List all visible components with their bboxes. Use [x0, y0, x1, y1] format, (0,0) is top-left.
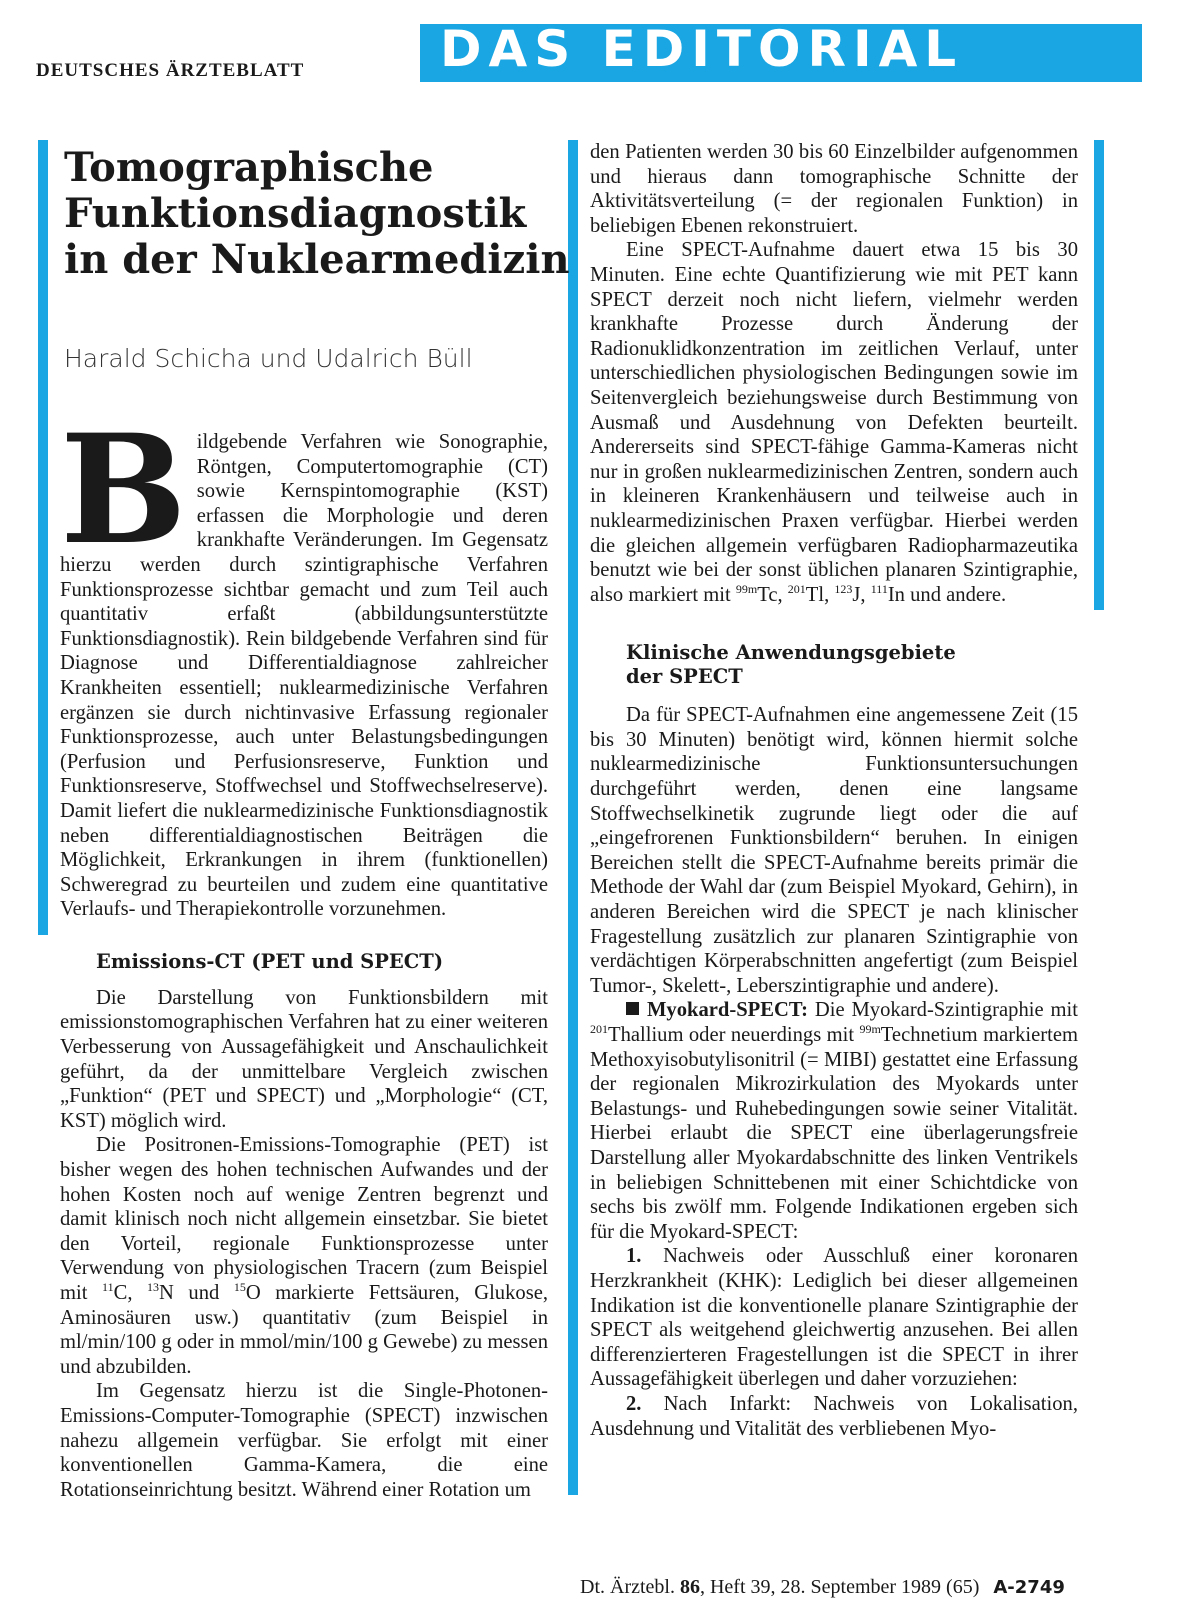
- section-heading-clinical: Klinische Anwendungsgebiete der SPECT: [626, 641, 956, 689]
- right-column: [590, 140, 1078, 1441]
- drop-cap: B: [60, 402, 187, 578]
- left-column: [60, 402, 548, 1502]
- volume-number: 86: [679, 1576, 700, 1598]
- indication-2: 2. Nach Infarkt: Nachweis von Lokalisation, Ausdehnung und Vitalität des verbliebenen Myo-: [590, 1392, 1078, 1440]
- title-line-2: Funktionsdiagnostik: [64, 190, 527, 237]
- page-number: A-2749: [993, 1577, 1065, 1598]
- emissions-paragraph-3: Im Gegensatz hierzu ist die Single-Photonen-Emissions-Computer-Tomographie (SPECT) inzwischen nahezu allgemein verfügbar. Sie erfolgt mit einer konventionellen Gamma-Kamera, die eine Rotationseinrichtung besitzt. Während einer Rotation um: [60, 1380, 548, 1501]
- emissions-paragraph-2: Die Positronen-Emissions-Tomographie (PET) ist bisher wegen des hohen technischen Aufwandes und der hohen Kosten noch auf wenige Zentren begrenzt und damit klinisch noch nicht allgemein einsetzbar. Sie bietet den Vorteil, regionale Funktionsprozesse unter Verwendung von physiologischen Tracern (zum Beispiel mit $^{11}$C, $^{13}$N und $^{15}$O markierte Fettsäuren, Glukose, Aminosäuren usw.) quantitativ (zum Beispiel in ml/min/100 g oder in mmol/min/100 g Gewebe) zu messen und abzubilden.: [60, 1134, 548, 1378]
- journal-name: DEUTSCHES ÄRZTEBLATT: [36, 60, 305, 81]
- article-authors: Harald Schicha und Udalrich Büll: [64, 344, 473, 373]
- indication-1: 1. Nachweis oder Ausschluß einer koronaren Herzkrankheit (KHK): Lediglich bei dieser allgemeinen Indikation ist die konventionelle planare Szintigraphie der SPECT als weitgehend gleichwertig anzusehen. Bei allen differenzierteren Fragestellungen ist die SPECT in ihrer Aussagefähigkeit überlegen und daher vorzuziehen:: [590, 1245, 1078, 1391]
- intro-text: ildgebende Verfahren wie Sonographie, Röntgen, Computertomographie (CT) sowie Kernspintomographie (KST) erfassen die Morphologie und deren krankhafte Veränderungen. Im Gegensatz hierzu werden durch szintigraphische Verfahren Funktionsprozesse sichtbar gemacht und zum Teil auch quantitativ erfaßt (abbildungsunterstützte Funktionsdiagnostik). Rein bildgebende Verfahren sind für Diagnose und Differentialdiagnose zahlreicher Krankheiten essentiell; nuklearmedizinische Verfahren ergänzen sie durch nichtinvasive Erfassung regionaler Funktionsprozesse, auch unter Belastungsbedingungen (Perfusion und Perfusionsreserve, Funktion und Funktionsreserve, Stoffwechsel und Stoffwechselreserve). Damit liefert die nuklearmedizinische Funktionsdiagnostik neben differentialdiagnostischen Beiträgen die Möglichkeit, Erkrankungen in ihrem (funktionellen) Schweregrad zu beurteilen und zudem eine quantitative Verlaufs- und Therapiekontrolle vorzunehmen.: [60, 431, 548, 921]
- page-footer: Dt. Ärztebl. 86, Heft 39, 28. September 1989 (65) A-2749: [580, 1576, 1065, 1598]
- section-heading-emissions-ct: Emissions-CT (PET und SPECT): [96, 949, 444, 973]
- middle-accent-bar: [568, 140, 578, 1495]
- title-line-3: in der Nuklearmedizin: [64, 236, 570, 283]
- intro-paragraph: [60, 402, 548, 922]
- right-accent-bar: [1094, 140, 1104, 610]
- emissions-paragraph-1: Die Darstellung von Funktionsbildern mit emissionstomographischen Verfahren hat zu einer weiteren Verbesserung von Aussagefähigkeit und Anschaulichkeit geführt, da der unmittelbare Vergleich zwischen „Funktion“ (PET und SPECT) und „Morphologie“ (CT, KST) möglich wird.: [60, 986, 548, 1132]
- clinical-paragraph-1: Da für SPECT-Aufnahmen eine angemessene Zeit (15 bis 30 Minuten) benötigt wird, können hiermit solche nuklearmedizinische Funktionsuntersuchungen durchgeführt werden, denen eine langsame Stoffwechselkinetik zugrunde liegt oder die auf „eingefrorenen Funktionsbildern“ beruhen. In einigen Bereichen stellt die SPECT-Aufnahme bereits primär die Methode der Wahl dar (zum Beispiel Myokard, Gehirn), in anderen Bereichen wird die SPECT je nach klinischer Fragestellung zusätzlich zur planaren Szintigraphie von verdächtigen Körperabschnitten angefertigt (zum Beispiel Tumor-, Skelett-, Leberszintigraphie und andere).: [590, 704, 1078, 997]
- article-title: [64, 145, 584, 283]
- editorial-banner-text: DAS EDITORIAL: [440, 20, 964, 78]
- title-line-1: Tomographische: [64, 144, 434, 191]
- bullet-square-icon: [626, 1002, 639, 1015]
- left-accent-bar: [38, 140, 48, 935]
- col2-paragraph-1: den Patienten werden 30 bis 60 Einzelbilder aufgenommen und hieraus dann tomographische Schnitte der Aktivitätsverteilung (= der regionalen Funktion) in beliebigen Ebenen rekonstruiert.: [590, 141, 1078, 237]
- myokard-paragraph: Myokard-SPECT: Die Myokard-Szintigraphie mit $^{201}$Thallium oder neuerdings mit $^{99m}$Technetium markiertem Methoxyisobutylisonitril (= MIBI) gestattet eine Erfassung der regionalen Mikrozirkulation des Myokards unter Belastungs- und Ruhebedingungen sowie seiner Vitalität. Hierbei erlaubt die SPECT eine überlagerungsfreie Darstellung aller Myokardabschnitte des linken Ventrikels in beliebigen Schnittebenen mit einer Schichtdicke von sechs bis zwölf mm. Folgende Indikationen ergeben sich für die Myokard-SPECT:: [590, 999, 1078, 1243]
- col2-paragraph-2: Eine SPECT-Aufnahme dauert etwa 15 bis 30 Minuten. Eine echte Quantifizierung wie mit PET kann SPECT derzeit noch nicht liefern, vielmehr werden krankhafte Prozesse durch Änderung der Radionuklidkonzentration im zeitlichen Verlauf, unter unterschiedlichen physiologischen Bedingungen sowie im Seitenvergleich beziehungsweise durch Bestimmung von Ausmaß und Ausdehnung von Defekten beurteilt. Andererseits sind SPECT-fähige Gamma-Kameras nicht nur in großen nuklearmedizinischen Zentren, sondern auch in kleineren Krankenhäusern und teilweise auch in nuklearmedizinischen Praxen verfügbar. Hierbei werden die gleichen allgemein verfügbaren Radiopharmazeutika benutzt wie bei der sonst üblichen planaren Szintigraphie, also markiert mit $^{99m}$Tc, $^{201}$Tl, $^{123}$J, $^{111}$In und andere.: [590, 239, 1078, 606]
